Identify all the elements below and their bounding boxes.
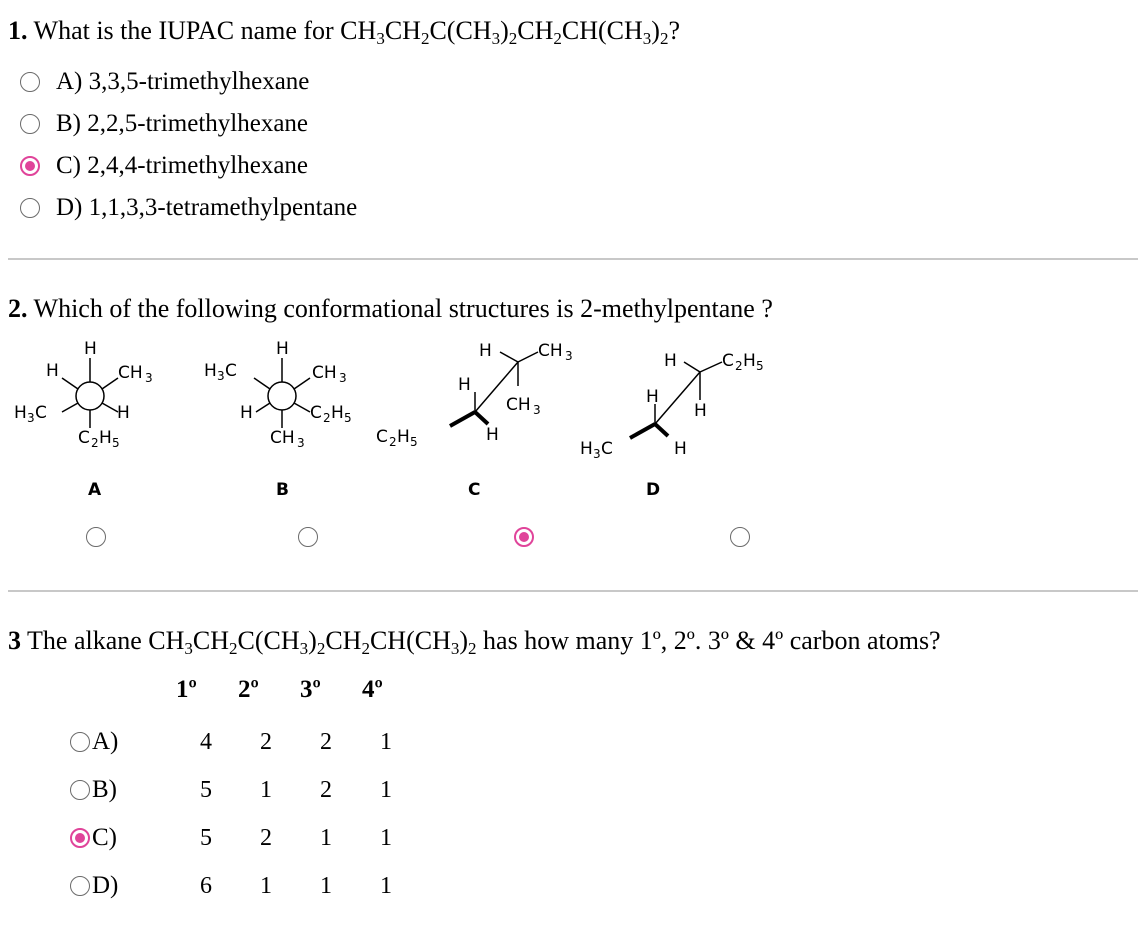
svg-text:5: 5 [344,411,352,425]
svg-text:H: H [674,439,687,459]
header-tertiary: 3º [300,676,321,703]
svg-text:H: H [397,427,410,447]
svg-text:H: H [646,387,659,407]
svg-text:H: H [479,341,492,361]
svg-text:H: H [458,375,471,395]
q3-row-b[interactable]: B) 5 1 2 1 [70,776,406,804]
header-primary: 1º [176,676,197,703]
svg-text:H: H [99,428,112,448]
svg-text:H: H [580,439,593,459]
svg-text:3: 3 [145,371,153,385]
svg-text:H: H [664,351,677,371]
q1-option-c-label: C) 2,4,4-trimethylhexane [56,152,309,179]
svg-text:CH: CH [118,363,143,383]
svg-text:H: H [117,403,130,423]
q2-radio-c[interactable] [514,527,534,547]
structure-b-label: B [276,480,289,500]
svg-text:2: 2 [323,411,331,425]
divider-2 [8,590,1138,592]
svg-text:CH: CH [506,395,531,415]
conformational-structures [0,330,1140,470]
q3-row-a[interactable]: A) 4 2 2 1 [70,728,406,756]
q3-radio-d[interactable] [70,876,90,896]
svg-text:H: H [84,339,97,359]
svg-text:3: 3 [533,403,541,417]
svg-text:H: H [743,351,756,371]
header-quaternary: 4º [362,676,383,703]
svg-text:C: C [225,361,237,381]
svg-text:3: 3 [217,369,225,383]
q3-row-c[interactable]: C) 5 2 1 1 [70,824,406,852]
q3-radio-b[interactable] [70,780,90,800]
svg-text:CH: CH [270,428,295,448]
svg-text:C: C [78,428,90,448]
question-2-text: 2. Which of the following conformational structures is 2-methylpentane ? [8,294,773,323]
svg-text:H: H [204,361,217,381]
svg-text:C: C [376,427,388,447]
structure-d-drawing [580,351,764,461]
svg-text:2: 2 [91,436,99,450]
q1-option-c[interactable] [20,152,308,180]
svg-text:3: 3 [339,371,347,385]
structure-a-label: A [88,480,102,500]
svg-text:H: H [240,403,253,423]
q3-radio-a[interactable] [70,732,90,752]
svg-text:5: 5 [112,436,120,450]
svg-text:2: 2 [389,435,397,449]
q1-radio-a[interactable] [20,72,40,92]
q1-option-d-label: D) 1,1,3,3-tetramethylpentane [56,194,358,221]
svg-text:C: C [722,351,734,371]
svg-text:CH: CH [538,341,563,361]
q1-radio-d[interactable] [20,198,40,218]
svg-text:C: C [310,403,322,423]
svg-text:5: 5 [410,435,418,449]
svg-text:3: 3 [565,349,573,363]
svg-text:H: H [694,401,707,421]
svg-text:3: 3 [593,447,601,461]
q1-option-a-label: A) 3,3,5-trimethylhexane [56,68,310,95]
svg-text:2: 2 [735,359,743,373]
structure-c-label: C [468,480,481,500]
header-secondary: 2º [238,676,259,703]
svg-text:H: H [276,339,289,359]
q3-radio-c[interactable] [70,828,90,848]
q2-radio-d[interactable] [730,527,750,547]
question-1-text: 1. What is the IUPAC name for $CH_3CH_2C(CH_3)_2CH_2CH(CH_3)_2$? [8,16,680,48]
q2-radio-a[interactable] [86,527,106,547]
q1-option-b-label: B) 2,2,5-trimethylhexane [56,110,309,137]
svg-text:C: C [35,403,47,423]
q1-radio-c[interactable] [20,156,40,176]
q1-radio-b[interactable] [20,114,40,134]
structure-d-label: D [646,480,661,500]
question-3-text: 3 The alkane $CH_3CH_2C(CH_3)_2CH_2CH(CH_3)_2$ has how many 1º, 2º. 3º & 4º carbon atoms? [8,626,941,658]
q3-row-d[interactable]: D) 6 1 1 1 [70,872,406,900]
svg-text:C: C [601,439,613,459]
structure-a-drawing [14,339,153,450]
svg-text:H: H [486,425,499,445]
svg-text:H: H [46,361,59,381]
q2-radio-b[interactable] [298,527,318,547]
svg-text:CH: CH [312,363,337,383]
svg-text:5: 5 [756,359,764,373]
svg-text:H: H [14,403,27,423]
q1-option-b[interactable] [20,110,308,138]
svg-text:3: 3 [297,436,305,450]
q1-option-a[interactable] [20,68,309,96]
structure-c-drawing [376,341,573,449]
svg-text:H: H [331,403,344,423]
q1-option-d[interactable] [20,194,357,222]
divider-1 [8,258,1138,260]
svg-text:3: 3 [27,411,35,425]
structure-b-drawing [204,339,352,450]
